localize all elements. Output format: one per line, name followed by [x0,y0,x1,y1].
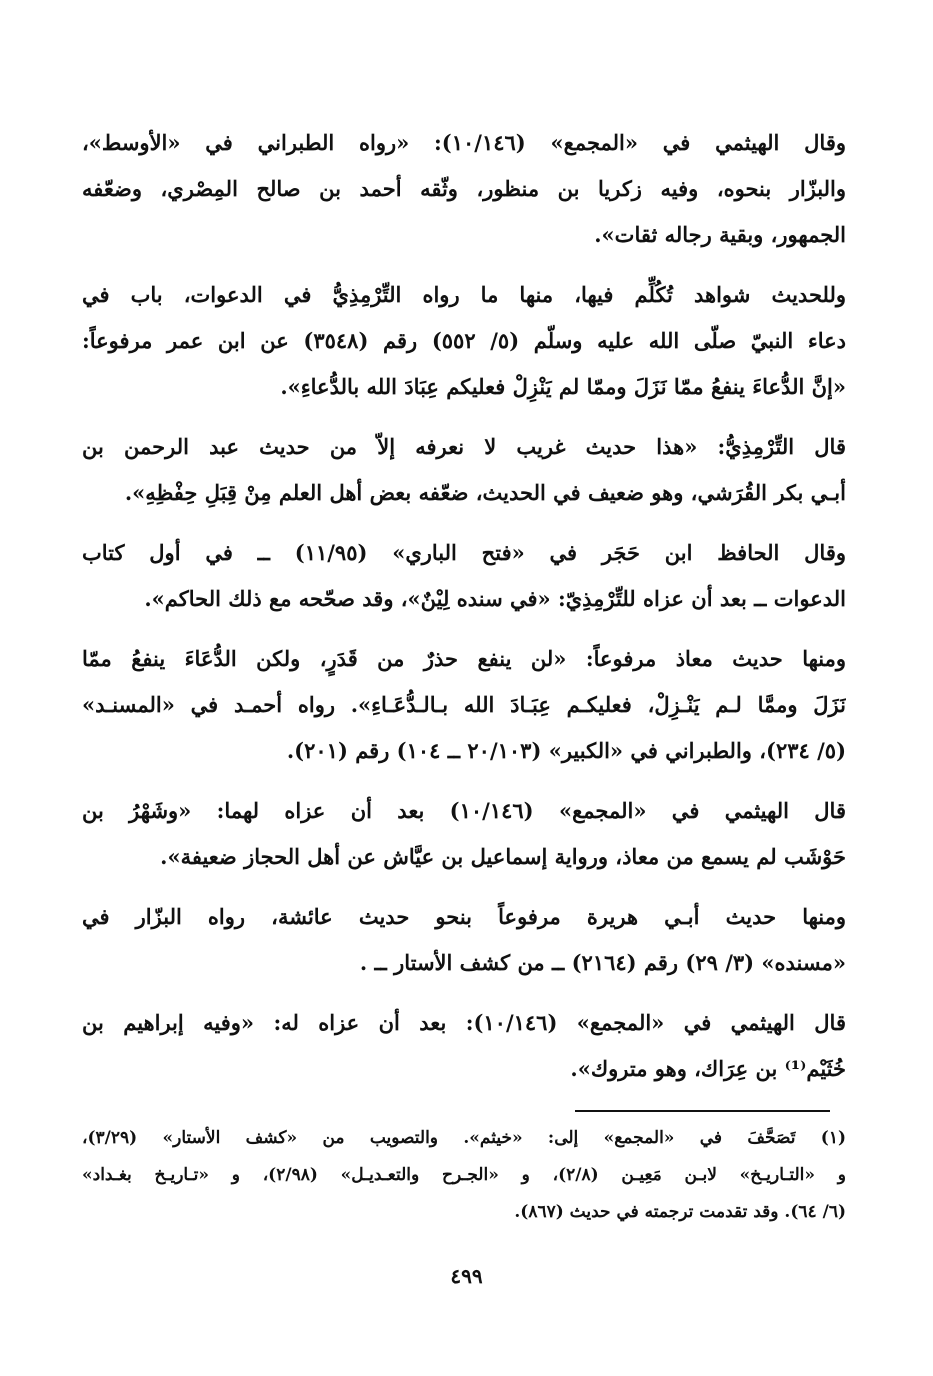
text-line: الدعوات ــ بعد أن عزاه للتِّرْمِذِيّ: «في سنده لِيْنٌ»، وقد صحّحه مع ذلك الحاكم». [144,586,846,611]
text-line: قال الهيثمي في «المجمع» (١٠/١٤٦): بعد أن عزاه له: «وفيه إبراهيم بن [82,1010,846,1035]
text-line: «إنَّ الدُّعاءَ ينفعُ ممّا نَزَلَ وممّا لم يَنْزِلْ فعليكم عِبَادَ الله بالدُّعاءِ». [280,374,846,399]
paragraph-haythami-awsat [82,120,846,258]
paragraph-haythami-shahr [82,788,846,880]
text-line: (٥/ ٢٣٤)، والطبراني في «الكبير» (٢٠/١٠٣ ــ ١٠٤) رقم (٢٠١). [286,738,846,763]
footnotes [82,1120,846,1231]
text-line: قال التِّرْمِذِيُّ: «هذا حديث غريب لا نعرفه إلاّ من حديث عبد الرحمن بن [82,434,846,459]
text-line: «مسنده» (٣/ ٢٩) رقم (٢١٦٤) ــ من كشف الأستار ــ . [359,950,846,975]
footnote-separator [575,1110,830,1112]
text-line: خُثَيْم⁽¹⁾ بن عِرَاك، وهو متروك». [570,1056,846,1081]
page-body [82,120,846,1106]
footnote-line: (٦/ ٦٤). وقد تقدمت ترجمته في حديث (٨٦٧). [514,1202,846,1222]
text-line: قال الهيثمي في «المجمع» (١٠/١٤٦) بعد أن عزاه لهما: «وشَهْرُ بن [82,798,846,823]
text-line: ومنها حديث أبـي هريرة مرفوعاً بنحو حديث عائشة، رواه البزّار في [82,904,846,929]
paragraph-tirmidhi-comment [82,424,846,516]
footnote-line: (١) تَصَحَّفَ في «المجمع» إلى: «خيثم». والتصويب من «كشف الأستار» (٣/٢٩)، [82,1128,846,1148]
paragraph-shawahid-tirmidhi [82,272,846,410]
text-line: دعاء النبيّ صلّى الله عليه وسلّم (٥/ ٥٥٢) رقم (٣٥٤٨) عن ابن عمر مرفوعاً: [82,328,846,353]
paragraph-ibn-hajar [82,530,846,622]
text-line: والبزّار بنحوه، وفيه زكريا بن منظور، وثّقه أحمد بن صالح المِصْري، وضعّفه [82,176,846,201]
text-line: أبـي بكر القُرَشي، وهو ضعيف في الحديث، ضعّفه بعض أهل العلم مِنْ قِبَلِ حِفْظِهِ». [124,480,846,505]
paragraph-muadh-hadith [82,636,846,774]
text-line: وللحديث شواهد تُكُلِّم فيها، منها ما رواه التِّرْمِذِيُّ في الدعوات، باب في [82,282,846,307]
text-line: ومنها حديث معاذ مرفوعاً: «لن ينفع حذرٌ من قَدَرٍ، ولكن الدُّعَاءَ ينفعُ ممّا [82,646,846,671]
paragraph-haythami-ibrahim [82,1000,846,1092]
text-line: نَزَلَ وممَّا لـم يَنْـزِلْ، فعليكـم عِبَـادَ الله بـالـدُّعَـاءِ». رواه أحمـد في «المسنـد» [82,692,846,717]
paragraph-abu-hurayra [82,894,846,986]
text-line: وقال الحافظ ابن حَجَر في «فتح الباري» (١١/٩٥) ــ في أول كتاب [82,540,846,565]
page-number: ٤٩٩ [450,1264,483,1288]
text-line: حَوْشَب لم يسمع من معاذ، ورواية إسماعيل بن عيَّاش عن أهل الحجاز ضعيفة». [160,844,846,869]
text-line: الجمهور، وبقية رجاله ثقات». [594,222,846,247]
footnote-line: و «التـاريـخ» لابـن مَعِيـن (٢/٨)، و «الجـرح والتعـديـل» (٢/٩٨)، و «تـاريـخ بغـداد» [82,1165,846,1185]
text-line: وقال الهيثمي في «المجمع» (١٠/١٤٦): «رواه الطبراني في «الأوسط»، [82,130,846,155]
